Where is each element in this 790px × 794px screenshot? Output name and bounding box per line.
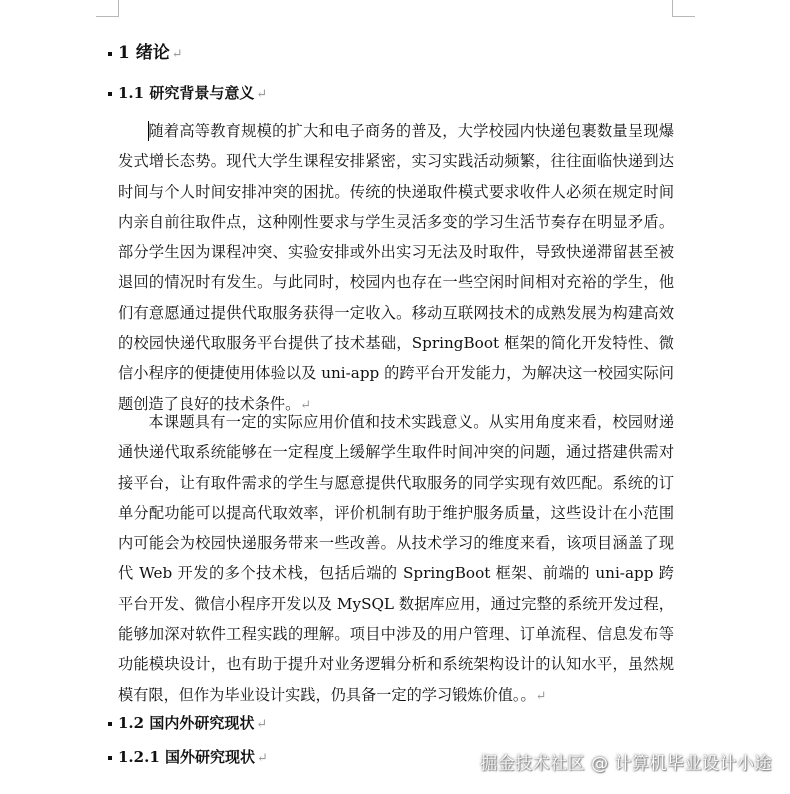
paragraph-background[interactable]: [118, 116, 674, 421]
paragraph-mark-icon: ↵: [300, 397, 312, 413]
paragraph-mark-icon: ↵: [535, 688, 547, 704]
heading-chapter-1[interactable]: [108, 38, 183, 63]
heading-bullet-icon: [108, 756, 112, 760]
paragraph-significance[interactable]: [118, 407, 674, 712]
heading-section-1-1-text: 1.1 研究背景与意义: [118, 84, 255, 102]
heading-section-1-1[interactable]: [108, 82, 267, 103]
paragraph-significance-text: 本课题具有一定的实际应用价值和技术实践意义。从实用角度来看，校园财递通快递代取系统能够在一定程度上缓解学生取件时间冲突的问题，通过搭建供需对接平台，让有取件需求的学生与愿意提供代取服务的同学实现有效匹配。系统的订单分配功能可以提高代取效率，评价机制有助于维护服务质量，这些设计在小范围内可能会为校园快递服务带来一些改善。从技术学习的维度来看，该项目涵盖了现代 Web 开发的多个技术栈，包括后端的 SpringBoot 框架、前端的 uni-app 跨平台开发、微信小程序开发以及 MySQL 数据库应用，通过完整的系统开发过程，能够加深对软件工程实践的理解。项目中涉及的用户管理、订单流程、信息发布等功能模块设计，也有助于提升对业务逻辑分析和系统架构设计的认知水平，虽然规模有限，但作为毕业设计实践，仍具备一定的学习锻炼价值。。: [118, 413, 674, 704]
paragraph-mark-icon: ↵: [171, 47, 183, 62]
paragraph-mark-icon: ↵: [256, 717, 268, 732]
heading-bullet-icon: [108, 52, 112, 56]
paragraph-mark-icon: ↵: [256, 87, 268, 102]
crop-mark-top-left: [96, 0, 119, 17]
crop-mark-top-right: [672, 0, 695, 17]
heading-section-1-2-1-text: 1.2.1 国外研究现状: [118, 748, 255, 766]
heading-chapter-1-text: 1 绪论: [118, 43, 170, 63]
heading-bullet-icon: [108, 92, 112, 96]
heading-section-1-2-1[interactable]: [108, 746, 268, 767]
paragraph-mark-icon: ↵: [256, 751, 268, 766]
heading-bullet-icon: [108, 722, 112, 726]
heading-section-1-2-text: 1.2 国内外研究现状: [118, 714, 255, 732]
watermark: 掘金技术社区 @ 计算机毕业设计小途: [480, 754, 772, 774]
heading-section-1-2[interactable]: [108, 712, 267, 733]
paragraph-background-text: 随着高等教育规模的扩大和电子商务的普及，大学校园内快递包裹数量呈现爆发式增长态势。现代大学生课程安排紧密，实习实践活动频繁，往往面临快递到达时间与个人时间安排冲突的困扰。传统的快递取件模式要求收件人必须在规定时间内亲自前往取件点，这种刚性要求与学生灵活多变的学习生活节奏存在明显矛盾。部分学生因为课程冲突、实验安排或外出实习无法及时取件，导致快递滞留甚至被退回的情况时有发生。与此同时，校园内也存在一些空闲时间相对充裕的学生，他们有意愿通过提供代取服务获得一定收入。移动互联网技术的成熟发展为构建高效的校园快递代取服务平台提供了技术基础，SpringBoot 框架的简化开发特性、微信小程序的便捷使用体验以及 uni-app 的跨平台开发能力，为解决这一校园实际问题创造了良好的技术条件。: [118, 122, 674, 413]
